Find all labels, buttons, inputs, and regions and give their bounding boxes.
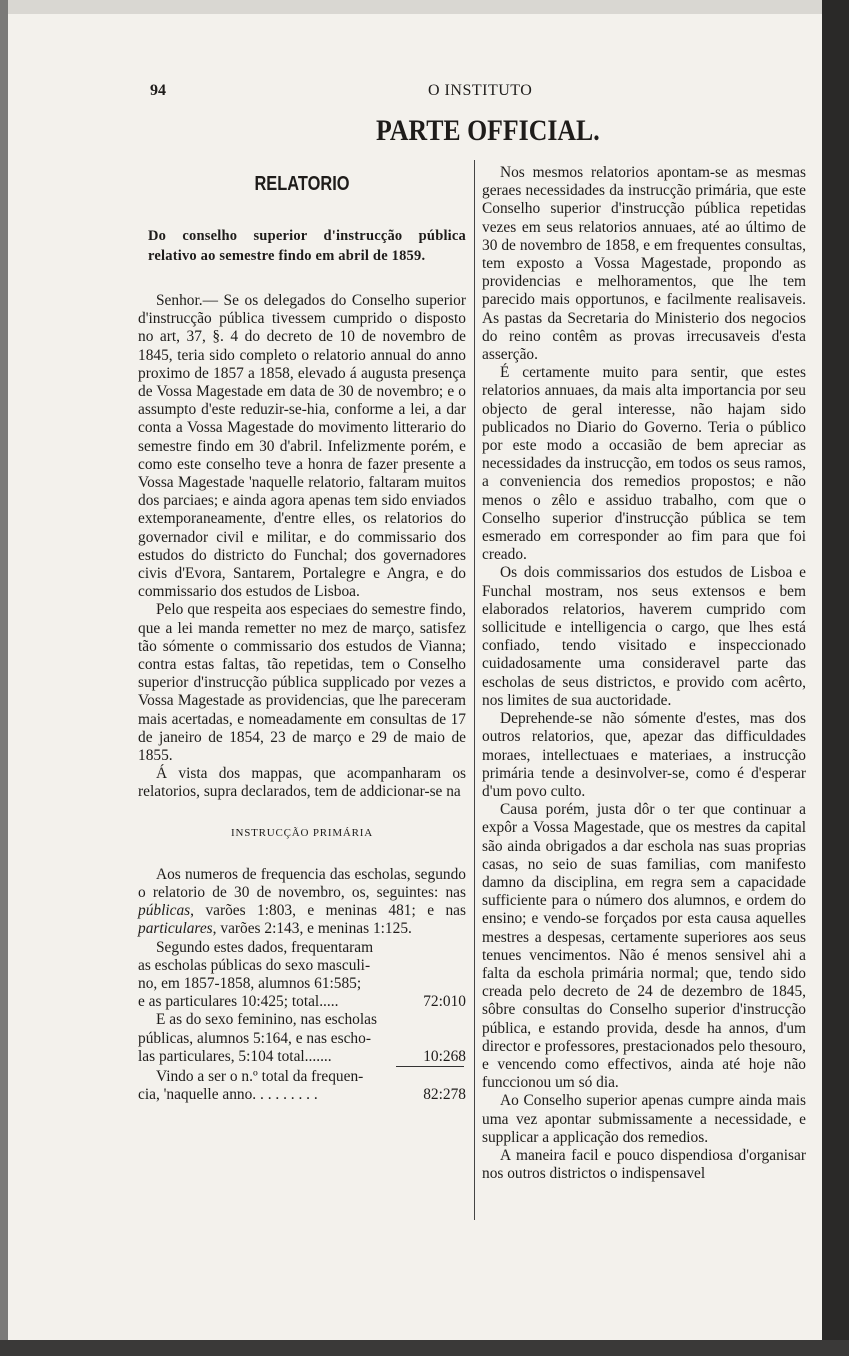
text-run: públicas	[138, 902, 191, 920]
tally-label: las particulares, 5:104 total.......	[138, 1047, 332, 1065]
left-column	[138, 172, 466, 1104]
report-heading: RELATORIO	[254, 173, 350, 195]
tally-block	[138, 939, 466, 1105]
report-subheading: Do conselho superior d'instrucção pública relativo ao semestre findo em abril de 1859.	[148, 228, 466, 264]
running-header	[150, 82, 790, 104]
paragraph: Á vista dos mappas, que acompanharam os relatorios, supra declarados, tem de addicionar-se na	[138, 765, 466, 801]
tally-total-row	[138, 1048, 466, 1066]
journal-title: O INSTITUTO	[428, 82, 533, 99]
text-run: particulares	[138, 920, 213, 938]
page-number: 94	[150, 82, 166, 99]
tally-line: Vindo a ser o n.º total da frequen-	[156, 1067, 364, 1085]
tally-line: públicas, alumnos 5:164, e nas escho-	[138, 1029, 371, 1047]
tally-label: e as particulares 10:425; total.....	[138, 993, 339, 1011]
paragraph: Ao Conselho superior apenas cumpre ainda mais uma vez apontar submissamente a necessidade, e supplicar a applicação dos remedios.	[482, 1092, 806, 1146]
left-page-edge	[0, 0, 8, 1356]
tally-line: as escholas públicas do sexo masculi-	[138, 956, 371, 974]
paragraph: Senhor.— Se os delegados do Conselho superior d'instrucção pública tivessem cumprido o disposto no art, 37, §. 4 do decreto de 10 de novembro de 1845, teria sido completo o relatorio annual do anno proximo de 1857 a 1858, elevado á augusta presença de Vossa Magestade em data de 30 de novembro; e o assumpto d'este reduzir-se-hia, conforme a lei, a dar conta a Vossa Magestade do movimento litterario do semestre findo em 30 d'abril. Infelizmente porém, e como este conselho teve a honra de fazer presente a Vossa Magestade 'naquelle relatorio, faltaram muitos dos parciaes; e ainda agora apenas tem sido enviados extemporaneamente, d'entre elles, os relatorios do governador civil e militar, e do commissario dos estudos do districto do Funchal; dos governadores civis d'Evora, Santarem, Portalegre e Angra, e do commissario dos estudos de Lisboa.	[138, 292, 466, 601]
paragraph: Deprehende-se não sómente d'estes, mas dos outros relatorios, que, apezar das difficuldades moraes, intellectuaes e materiaes, a instrucção primária tende a desinvolver-se, como é d'esperar d'um povo culto.	[482, 710, 806, 800]
bottom-page-edge	[0, 1340, 849, 1356]
text-run: Aos numeros de frequencia das escholas, segundo o relatorio de 30 de novembro, os, seguintes: nas	[138, 865, 466, 901]
paragraph: É certamente muito para sentir, que estes relatorios annuaes, da mais alta importancia por seu objecto de geral interesse, não hajam sido publicados no Diario do Governo. Teria o público por este modo a occasião de bem apreciar as necessidades da instrucção, em todos os seus ramos, a conveniencia dos remedios propostos; e não menos o zêlo e assiduo trabalho, com que o Conselho superior d'instrucção pública se tem esmerado em corresponder ao fim para que foi creado.	[482, 364, 806, 564]
tally-total: 10:268	[423, 1047, 466, 1065]
paragraph: Os dois commissarios dos estudos de Lisboa e Funchal mostram, nos seus extensos e bem elaborados relatorios, haverem cumprido com sollicitude e intelligencia o cargo, que lhes está confiado, tendo visitado e inspeccionado cuidadosamente uma consideravel parte das escholas de seus districtos, e provido com acêrto, nos limites de sua auctoridade.	[482, 564, 806, 709]
paragraph	[138, 866, 466, 939]
tally-total: 82:278	[423, 1086, 466, 1104]
tally-total: 72:010	[423, 993, 466, 1011]
tally-line: no, em 1857-1858, alumnos 61:585;	[138, 974, 362, 992]
text-run: , varões 1:803, e meninas 481; e nas	[190, 902, 466, 920]
column-rule	[474, 160, 475, 1220]
subsection-heading: INSTRUCÇÃO PRIMÁRIA	[230, 826, 374, 839]
right-column	[482, 164, 806, 1183]
tally-line: Segundo estes dados, frequentaram	[156, 938, 374, 956]
paragraph: A maneira facil e pouco dispendiosa d'organisar nos outros districtos o indispensavel	[482, 1146, 806, 1183]
right-page-edge	[822, 0, 849, 1356]
paragraph: Pelo que respeita aos especiaes do semestre findo, que a lei manda remetter no mez de março, satisfez tão sómente o commissario dos estudos de Vianna; contra estas faltas, tão repetidas, tem o Conselho superior d'instrucção pública supplicado por vezes a Vossa Magestade as providencias, que lhe pareceram mais acertadas, e nomeadamente em consultas de 17 de janeiro de 1854, 23 de março e 29 de maio de 1855.	[138, 601, 466, 765]
tally-total-row	[138, 993, 466, 1011]
tally-total-row	[138, 1086, 466, 1104]
paragraph: Nos mesmos relatorios apontam-se as mesmas geraes necessidades da instrucção primária, que este Conselho superior d'instrucção pública repetidas vezes em seus relatorios annuaes, até ao último de 30 de novembro de 1858, e em frequentes consultas, tem exposto a Vossa Magestade, propondo as providencias e melhoramentos, que lhe tem parecido mais opportunos, e facilmente realisaveis. As pastas da Secretaria do Ministerio dos negocios do reino contêm as provas irrecusaveis d'esta asserção.	[482, 164, 806, 364]
section-title: PARTE OFFICIAL.	[376, 114, 600, 147]
paragraph: Causa porém, justa dôr o ter que continuar a expôr a Vossa Magestade, que os mestres da capital são ainda obrigados a dar eschola nas suas proprias casas, no seio de suas familias, com manifesto damno da disciplina, em regra sem a capacidade sufficiente para o número dos alumnos, e ordem do ensino; e vendo-se forçados por esta causa aquelles mestres a despesas, certamente superiores aos seus tenues vencimentos. Não é menos sensivel ahi a falta da eschola primária normal; que, tendo sido creada pelo decreto de 24 de dezembro de 1845, sôbre consultas do Conselho superior d'instrucção pública, e estando provida, desde ha annos, d'um director e professores, prestacionados pelo thesouro, e vencendo como effectivos, ainda até hoje não funccionou um só dia.	[482, 801, 806, 1092]
tally-line: E as do sexo feminino, nas escholas	[156, 1011, 377, 1029]
tally-label: cia, 'naquelle anno. . . . . . . . .	[138, 1086, 318, 1104]
text-run: , varões 2:143, e meninas 1:125.	[212, 920, 412, 938]
